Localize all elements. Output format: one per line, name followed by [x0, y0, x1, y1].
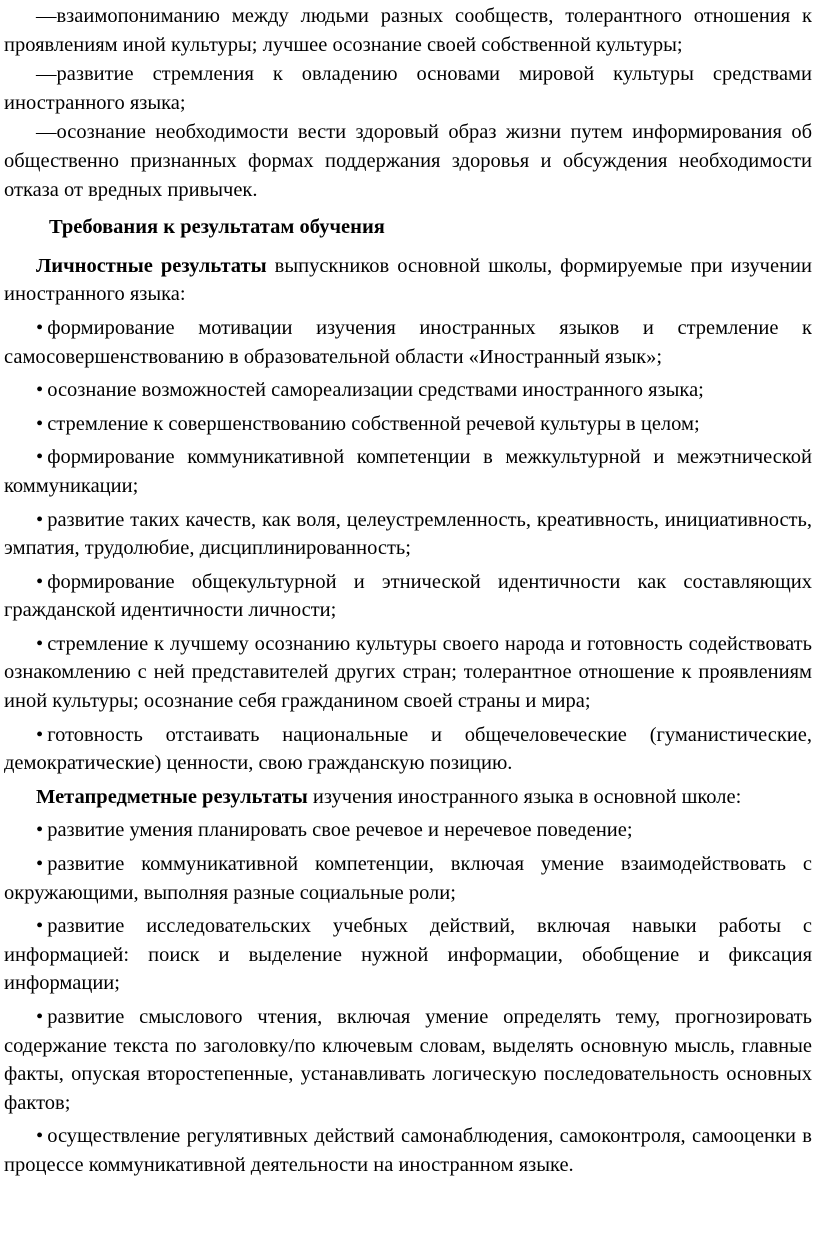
- list-item-text: стремление к лучшему осознанию культуры своего народа и готовность содействовать ознакомлению с ней представителей других стран; толерантное отношение к проявлениям иной культуры; осознание себя гражданином своей страны и мира;: [4, 632, 812, 713]
- intro-item: —развитие стремления к овладению основами мировой культуры средствами иностранного языка;: [4, 63, 812, 114]
- document-page: [4, 2, 812, 1185]
- bullet-icon: •: [36, 853, 44, 876]
- list-item: [4, 1122, 812, 1179]
- bullet-icon: •: [36, 316, 44, 339]
- list-item: [4, 850, 812, 907]
- list-item: [4, 410, 812, 439]
- bullet-icon: •: [36, 1006, 44, 1028]
- list-item-text: готовность отстаивать национальные и общечеловеческие (гуманистические, демократические) ценности, свою гражданскую позицию.: [4, 723, 812, 775]
- bullet-icon: •: [36, 446, 44, 469]
- list-item-text: формирование общекультурной и этнической идентичности как составляющих гражданской идентичности личности;: [4, 570, 812, 622]
- bullet-icon: •: [36, 915, 44, 938]
- list-item: [4, 314, 812, 371]
- list-item-text: развитие умения планировать свое речевое и неречевое поведение;: [47, 819, 633, 842]
- list-item-text: стремление к совершенствованию собственной речевой культуры в целом;: [47, 412, 700, 435]
- list-item: [4, 912, 812, 998]
- meta-results-intro: изучения иностранного языка в основной школе:: [307, 785, 742, 808]
- list-item-text: развитие исследовательских учебных действий, включая навыки работы с информацией: поиск и выделение нужной информации, обобщение и фиксация информации;: [4, 915, 812, 995]
- bullet-icon: •: [36, 632, 44, 655]
- bullet-icon: •: [36, 508, 44, 531]
- list-item: [4, 443, 812, 500]
- list-item: [4, 721, 812, 778]
- list-item-text: осуществление регулятивных действий самонаблюдения, самоконтроля, самооценки в процессе коммуникативной деятельности на иностранном языке.: [4, 1125, 812, 1176]
- personal-results-title: Личностные результаты: [36, 254, 267, 277]
- list-item: [4, 568, 812, 625]
- list-item-text: формирование мотивации изучения иностранных языков и стремление к самосовершенствованию в образовательной области «Иностранный язык»;: [4, 316, 812, 368]
- list-item: [4, 630, 812, 716]
- meta-results-title: Метапредметные результаты: [36, 785, 308, 808]
- list-item-text: развитие таких качеств, как воля, целеустремленность, креативность, инициативность, эмпатия, трудолюбие, дисциплинированность;: [4, 508, 812, 560]
- personal-results-intro: выпускников основной школы, формируемые при изучении иностранного языка:: [4, 254, 812, 306]
- intro-item: —взаимопониманию между людьми разных сообществ, толерантного отношения к проявлениям иной культуры; лучшее осознание своей собственной культуры;: [4, 5, 812, 56]
- list-item-text: формирование коммуникативной компетенции в межкультурной и межэтнической коммуникации;: [4, 446, 812, 497]
- list-item-text: развитие смыслового чтения, включая умение определять тему, прогнозировать содержание текста по заголовку/по ключевым словам, выделять основную мысль, главные факты, опуская второстепенные, устанавливать логическую последовательность основных фактов;: [4, 1006, 812, 1114]
- bullet-icon: •: [36, 570, 44, 593]
- meta-results-lead: [4, 783, 812, 812]
- bullet-icon: •: [36, 723, 44, 746]
- section-heading: Требования к результатам обучения: [49, 216, 385, 239]
- bullet-icon: •: [36, 379, 44, 402]
- bullet-icon: •: [36, 1125, 44, 1148]
- bullet-icon: •: [36, 819, 44, 842]
- list-item-text: развитие коммуникативной компетенции, включая умение взаимодействовать с окружающими, выполняя разные социальные роли;: [4, 853, 812, 904]
- bullet-icon: •: [36, 412, 44, 435]
- list-item: [4, 376, 812, 405]
- list-item-text: осознание возможностей самореализации средствами иностранного языка;: [47, 379, 704, 402]
- list-item: [4, 1003, 812, 1117]
- personal-results-lead: [4, 252, 812, 309]
- list-item: [4, 506, 812, 563]
- list-item: [4, 816, 812, 845]
- intro-item: —осознание необходимости вести здоровый образ жизни путем информирования об общественно признанных формах поддержания здоровья и обсуждения необходимости отказа от вредных привычек.: [4, 121, 812, 201]
